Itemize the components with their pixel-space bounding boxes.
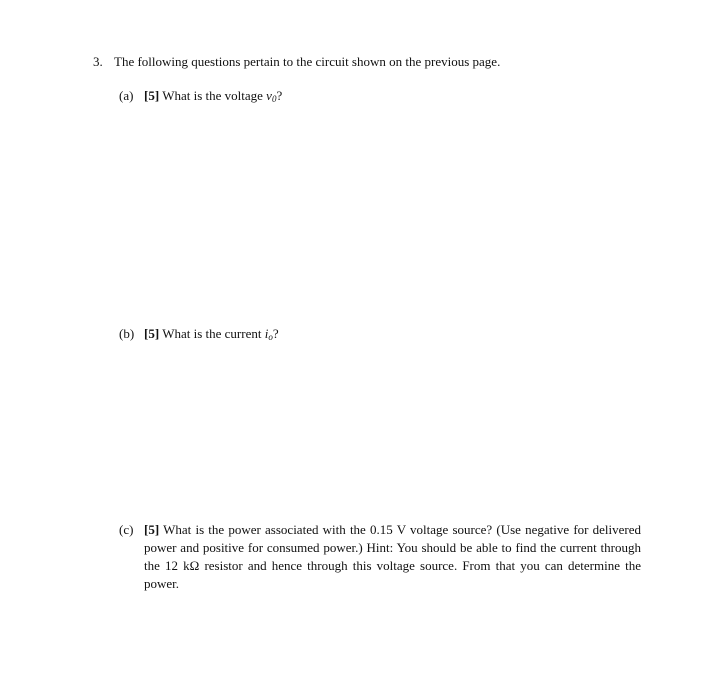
part-b-points: [5] bbox=[144, 326, 160, 341]
part-a-variable-main: v bbox=[266, 88, 272, 103]
part-c-question-2: V voltage source? (Use negative for delivered power and positive for consumed power.) Hint: You should be able to find the current through the bbox=[144, 522, 642, 573]
part-b-question-mark: ? bbox=[272, 326, 279, 341]
part-c-resistance-unit: kΩ bbox=[183, 558, 200, 573]
question-number: 3. bbox=[93, 54, 103, 69]
part-a-text bbox=[144, 87, 641, 105]
part-c-label: (c) bbox=[119, 522, 134, 537]
part-c bbox=[119, 521, 641, 593]
part-b-variable bbox=[265, 326, 273, 341]
part-b-variable-main: i bbox=[264, 326, 269, 341]
part-a-question-mark: ? bbox=[276, 88, 283, 103]
part-b bbox=[119, 325, 641, 343]
question-3 bbox=[93, 53, 500, 71]
part-c-resistance-value: 12 bbox=[165, 558, 179, 573]
part-a bbox=[119, 87, 641, 105]
part-c-question-1: What is the power associated with the bbox=[163, 522, 366, 537]
question-text: The following questions pertain to the circuit shown on the previous page. bbox=[114, 54, 501, 69]
part-b-question: What is the current bbox=[162, 326, 262, 341]
part-a-question: What is the voltage bbox=[162, 88, 263, 103]
part-b-variable-subscript: o bbox=[268, 332, 273, 342]
part-c-resistance bbox=[165, 558, 199, 573]
part-b-text bbox=[144, 325, 641, 343]
part-c-voltage-value: 0.15 bbox=[370, 522, 393, 537]
part-a-variable bbox=[266, 88, 276, 103]
part-a-label: (a) bbox=[119, 88, 134, 103]
part-a-points: [5] bbox=[144, 88, 160, 103]
part-a-variable-subscript: 0 bbox=[271, 94, 277, 104]
part-c-question-3: resistor and hence through this voltage source. From that you can determine the power. bbox=[144, 558, 642, 591]
part-c-points: [5] bbox=[144, 522, 160, 537]
part-c-text bbox=[144, 521, 641, 593]
part-b-label: (b) bbox=[119, 326, 135, 341]
